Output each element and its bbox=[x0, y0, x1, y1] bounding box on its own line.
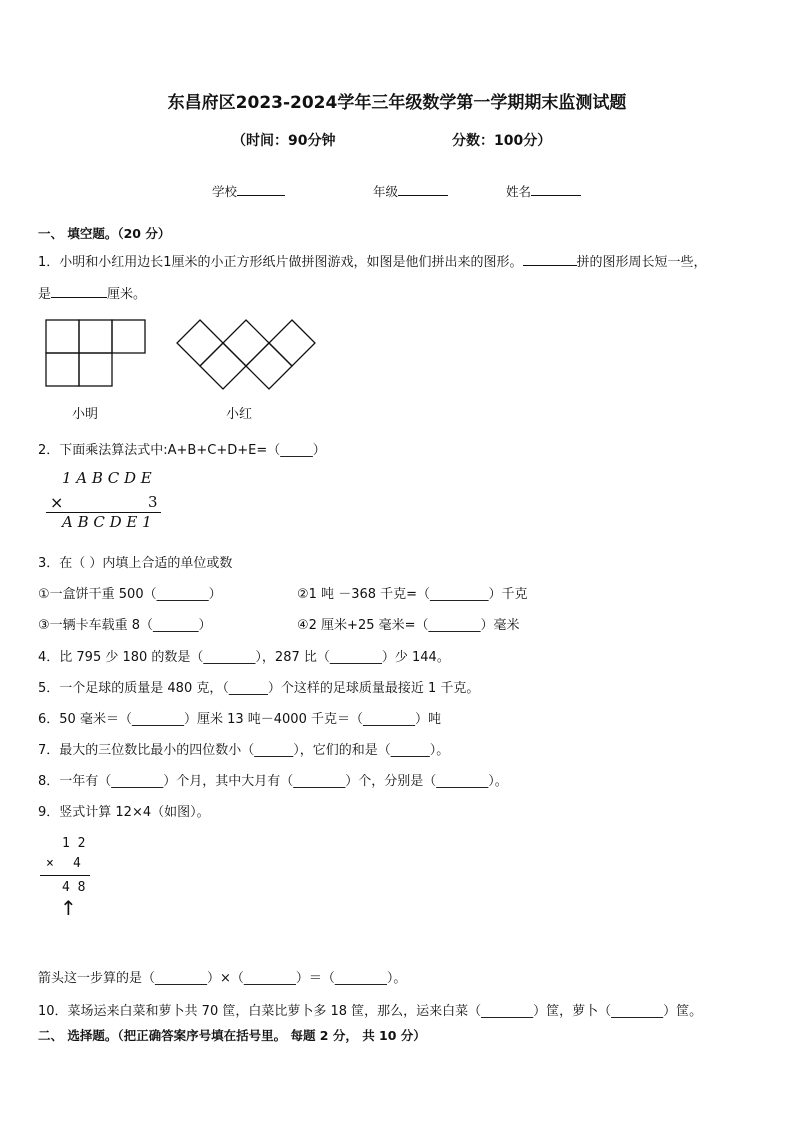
question-9-fill: 箭头这一步算的是（________）×（________）＝（________）。 bbox=[38, 971, 407, 986]
section-1-heading: 一、 填空题。（20 分） bbox=[38, 226, 171, 241]
question-10-text: 10．菜场运来白菜和萝卜共 70 筐，白菜比萝卜多 18 筐，那么，运来白菜（________）筐，萝卜（________）筐。 bbox=[38, 1004, 703, 1019]
question-1-text-a: 1．小明和小红用边长1厘米的小正方形纸片做拼图游戏，如图是他们拼出来的图形。 bbox=[38, 255, 523, 270]
question-7-text: 7．最大的三位数比最小的四位数小（______），它们的和是（______）。 bbox=[38, 743, 450, 758]
question-8-text: 8．一年有（________）个月，其中大月有（________）个，分别是（________）。 bbox=[38, 774, 508, 789]
q3-item-4: ④2 厘米+25 毫米=（________）毫米 bbox=[297, 618, 520, 633]
q2-product: A B C D E 1 bbox=[62, 513, 152, 531]
question-3-text: 3．在（ ）内填上合适的单位或数 bbox=[38, 556, 233, 571]
school-blank[interactable] bbox=[237, 183, 285, 196]
exam-score: 分数：100分） bbox=[452, 133, 552, 149]
question-4-text: 4．比 795 少 180 的数是（________），287 比（________）少 144。 bbox=[38, 650, 450, 665]
q3-item-2: ②1 吨 －368 千克=（_________）千克 bbox=[297, 587, 528, 602]
question-6-text: 6．50 毫米＝（________）厘米 13 吨－4000 千克＝（________）吨 bbox=[38, 712, 441, 727]
q9-times-sign: × bbox=[46, 856, 54, 871]
grade-blank[interactable] bbox=[398, 183, 448, 196]
q9-product: 4 8 bbox=[62, 880, 86, 895]
question-5-text: 5．一个足球的质量是 480 克，（______）个这样的足球质量最接近 1 千克。 bbox=[38, 681, 480, 696]
name-label: 姓名 bbox=[506, 184, 532, 199]
q9-multiplicand: 1 2 bbox=[62, 836, 86, 851]
q9-rule bbox=[40, 875, 90, 876]
q9-arrow-icon: ↑ bbox=[60, 896, 77, 920]
question-1-text-b: 拼的图形周长短一些， bbox=[576, 255, 707, 270]
school-field bbox=[212, 182, 285, 200]
q2-multiplier: 3 bbox=[148, 493, 158, 511]
section-2-heading: 二、 选择题。（把正确答案序号填在括号里。 每题 2 分， 共 10 分） bbox=[38, 1028, 426, 1043]
name-blank[interactable] bbox=[531, 183, 581, 196]
q3-item-1: ①一盒饼干重 500（________） bbox=[38, 587, 222, 602]
q3-item-3: ③一辆卡车载重 8（_______） bbox=[38, 618, 212, 633]
xiaoming-label: 小明 bbox=[72, 407, 99, 422]
q2-times-sign: × bbox=[50, 493, 64, 512]
exam-time: （时间：90分钟 bbox=[232, 133, 336, 149]
grade-field bbox=[373, 182, 448, 200]
question-1-text-c: 是 bbox=[38, 287, 52, 302]
name-field bbox=[506, 182, 581, 200]
grade-label: 年级 bbox=[373, 184, 399, 199]
xiaohong-label: 小红 bbox=[226, 407, 253, 422]
xiaohong-figure bbox=[170, 315, 320, 395]
xiaoming-figure bbox=[40, 315, 150, 393]
page-title: 东昌府区2023-2024学年三年级数学第一学期期末监测试题 bbox=[167, 93, 627, 113]
question-2-text: 2．下面乘法算法式中:A+B+C+D+E=（_____） bbox=[38, 443, 326, 458]
q9-multiplier: 4 bbox=[73, 856, 81, 871]
q1-blank-name[interactable] bbox=[523, 253, 577, 266]
question-1-line-2 bbox=[38, 283, 146, 302]
question-1-text-d: 厘米。 bbox=[107, 287, 147, 302]
school-label: 学校 bbox=[212, 184, 238, 199]
q1-blank-length[interactable] bbox=[51, 285, 107, 298]
question-1-line-1 bbox=[38, 251, 707, 270]
question-9-text: 9．竖式计算 12×4（如图）。 bbox=[38, 805, 210, 820]
q2-multiplicand: 1 A B C D E bbox=[62, 469, 152, 487]
